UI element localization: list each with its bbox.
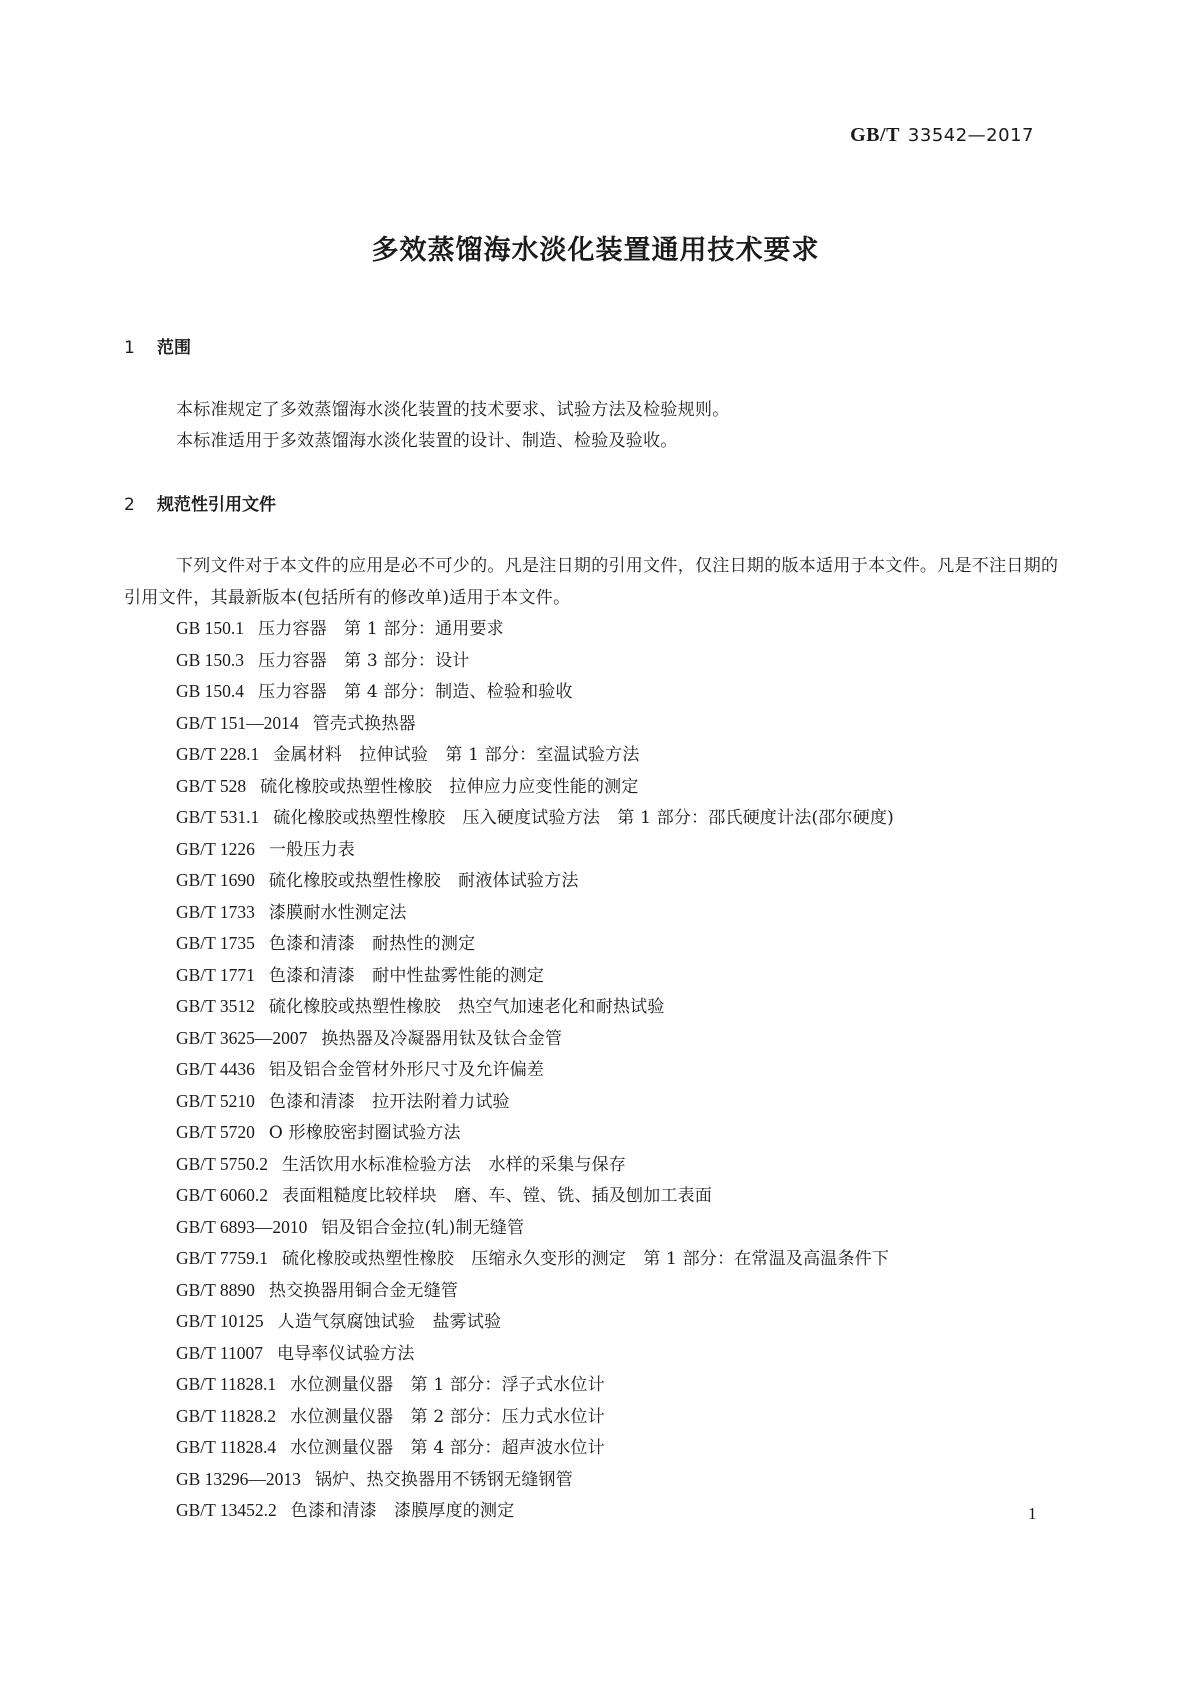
- reference-code: GB/T 3625—2007: [176, 1027, 308, 1048]
- references-intro-paragraph: 下列文件对于本文件的应用是必不可少的。凡是注日期的引用文件，仅注日期的版本适用于本文件。凡是不注日期的引用文件，其最新版本(包括所有的修改单)适用于本文件。: [124, 556, 1059, 608]
- reference-item: [176, 991, 894, 1023]
- scope-paragraph-1: 本标准规定了多效蒸馏海水淡化装置的技术要求、试验方法及检验规则。: [176, 400, 730, 420]
- section-title: 规范性引用文件: [157, 495, 276, 515]
- reference-title: 硫化橡胶或热塑性橡胶 热空气加速老化和耐热试验: [268, 997, 665, 1017]
- reference-code: GB/T 1690: [176, 870, 255, 890]
- reference-item: [176, 1338, 894, 1370]
- reference-title: 漆膜耐水性测定法: [268, 902, 407, 923]
- reference-code: GB/T 228.1: [176, 744, 260, 764]
- reference-title: 一般压力表: [268, 839, 355, 860]
- reference-title: 水位测量仪器 第 4 部分：超声波水位计: [290, 1438, 605, 1458]
- reference-item: [176, 1180, 894, 1212]
- standard-number: 33542—2017: [907, 125, 1034, 146]
- reference-item: [176, 676, 894, 708]
- reference-code: GB 150.1: [176, 618, 245, 638]
- normative-references-list: [176, 613, 894, 1527]
- reference-title: 铝及铝合金管材外形尺寸及允许偏差: [268, 1060, 545, 1080]
- reference-title: O 形橡胶密封圈试验方法: [268, 1123, 461, 1143]
- reference-code: GB/T 5720: [176, 1122, 255, 1142]
- reference-item: [176, 1432, 894, 1464]
- reference-title: 水位测量仪器 第 1 部分：浮子式水位计: [290, 1375, 605, 1395]
- reference-item: [176, 1023, 894, 1055]
- reference-item: [176, 865, 894, 897]
- reference-title: 换热器及冷凝器用钛及钛合金管: [321, 1028, 563, 1049]
- reference-item: [176, 613, 894, 645]
- reference-title: 硫化橡胶或热塑性橡胶 压缩永久变形的测定 第 1 部分：在常温及高温条件下: [282, 1249, 890, 1269]
- reference-item: [176, 645, 894, 677]
- reference-title: 色漆和清漆 漆膜厚度的测定: [290, 1501, 515, 1521]
- reference-code: GB/T 5210: [176, 1090, 255, 1111]
- reference-item: [176, 1149, 894, 1181]
- reference-code: GB/T 531.1: [176, 807, 260, 827]
- reference-code: GB/T 10125: [176, 1311, 264, 1331]
- reference-code: GB/T 13452.2: [176, 1500, 277, 1520]
- reference-title: 电导率仪试验方法: [277, 1343, 415, 1364]
- reference-code: GB/T 11828.2: [176, 1405, 277, 1426]
- reference-code: GB/T 7759.1: [176, 1248, 269, 1268]
- standard-code: [850, 124, 1034, 147]
- reference-title: 管壳式换热器: [312, 713, 416, 734]
- reference-item: [176, 1086, 894, 1118]
- reference-title: 色漆和清漆 拉开法附着力试验: [268, 1091, 510, 1112]
- reference-title: 硫化橡胶或热塑性橡胶 压入硬度试验方法 第 1 部分：邵氏硬度计法(邵尔硬度): [273, 808, 894, 828]
- reference-code: GB/T 11828.4: [176, 1437, 277, 1457]
- reference-item: [176, 1054, 894, 1086]
- reference-item: [176, 1275, 894, 1307]
- reference-code: GB/T 6893—2010: [176, 1216, 308, 1237]
- reference-item: [176, 834, 894, 866]
- reference-title: 水位测量仪器 第 2 部分：压力式水位计: [290, 1406, 605, 1427]
- reference-code: GB/T 6060.2: [176, 1185, 269, 1205]
- reference-code: GB/T 151—2014: [176, 712, 299, 733]
- document-title: 多效蒸馏海水淡化装置通用技术要求: [371, 235, 820, 266]
- section-title: 范围: [157, 338, 191, 358]
- reference-item: [176, 960, 894, 992]
- reference-code: GB/T 1735: [176, 933, 255, 953]
- reference-title: 铝及铝合金拉(轧)制无缝管: [321, 1217, 525, 1238]
- reference-item: [176, 1401, 894, 1433]
- reference-item: [176, 1243, 894, 1275]
- reference-item: [176, 1495, 894, 1527]
- reference-title: 压力容器 第 3 部分：设计: [258, 650, 470, 671]
- reference-code: GB/T 11007: [176, 1342, 264, 1363]
- reference-item: [176, 1464, 894, 1496]
- reference-title: 锅炉、热交换器用不锈钢无缝钢管: [314, 1469, 573, 1490]
- reference-code: GB/T 1226: [176, 838, 255, 859]
- reference-item: [176, 1306, 894, 1338]
- reference-item: [176, 928, 894, 960]
- reference-code: GB/T 528: [176, 775, 247, 796]
- reference-code: GB/T 4436: [176, 1059, 255, 1079]
- section-2-heading: [124, 490, 276, 515]
- reference-item: [176, 802, 894, 834]
- section-1-heading: [124, 333, 191, 358]
- reference-title: 生活饮用水标准检验方法 水样的采集与保存: [282, 1154, 627, 1175]
- reference-title: 压力容器 第 4 部分：制造、检验和验收: [258, 682, 573, 702]
- reference-title: 硫化橡胶或热塑性橡胶 耐液体试验方法: [268, 871, 579, 891]
- section-number: 1: [124, 338, 135, 358]
- reference-title: 表面粗糙度比较样块 磨、车、镗、铣、插及刨加工表面: [282, 1186, 713, 1206]
- reference-title: 硫化橡胶或热塑性橡胶 拉伸应力应变性能的测定: [260, 776, 639, 797]
- reference-code: GB/T 1771: [176, 964, 255, 985]
- page-number: 1: [1028, 1504, 1037, 1523]
- reference-title: 色漆和清漆 耐中性盐雾性能的测定: [268, 965, 545, 986]
- reference-title: 压力容器 第 1 部分：通用要求: [258, 619, 504, 639]
- reference-item: [176, 739, 894, 771]
- reference-item: [176, 897, 894, 929]
- reference-code: GB 150.4: [176, 681, 245, 701]
- reference-item: [176, 771, 894, 803]
- reference-code: GB/T 5750.2: [176, 1153, 269, 1174]
- scope-paragraph-2: 本标准适用于多效蒸馏海水淡化装置的设计、制造、检验及验收。: [176, 431, 678, 451]
- reference-item: [176, 1212, 894, 1244]
- reference-code: GB 13296—2013: [176, 1468, 301, 1489]
- reference-item: [176, 708, 894, 740]
- reference-code: GB/T 1733: [176, 901, 255, 922]
- reference-title: 人造气氛腐蚀试验 盐雾试验: [277, 1312, 502, 1332]
- reference-code: GB 150.3: [176, 649, 245, 670]
- standard-prefix: GB/T: [850, 124, 900, 146]
- reference-title: 色漆和清漆 耐热性的测定: [268, 934, 476, 954]
- reference-item: [176, 1117, 894, 1149]
- section-number: 2: [124, 495, 135, 515]
- reference-code: GB/T 8890: [176, 1279, 255, 1300]
- reference-title: 金属材料 拉伸试验 第 1 部分：室温试验方法: [273, 745, 640, 765]
- reference-code: GB/T 3512: [176, 996, 255, 1016]
- reference-code: GB/T 11828.1: [176, 1374, 277, 1394]
- reference-item: [176, 1369, 894, 1401]
- reference-title: 热交换器用铜合金无缝管: [268, 1280, 459, 1301]
